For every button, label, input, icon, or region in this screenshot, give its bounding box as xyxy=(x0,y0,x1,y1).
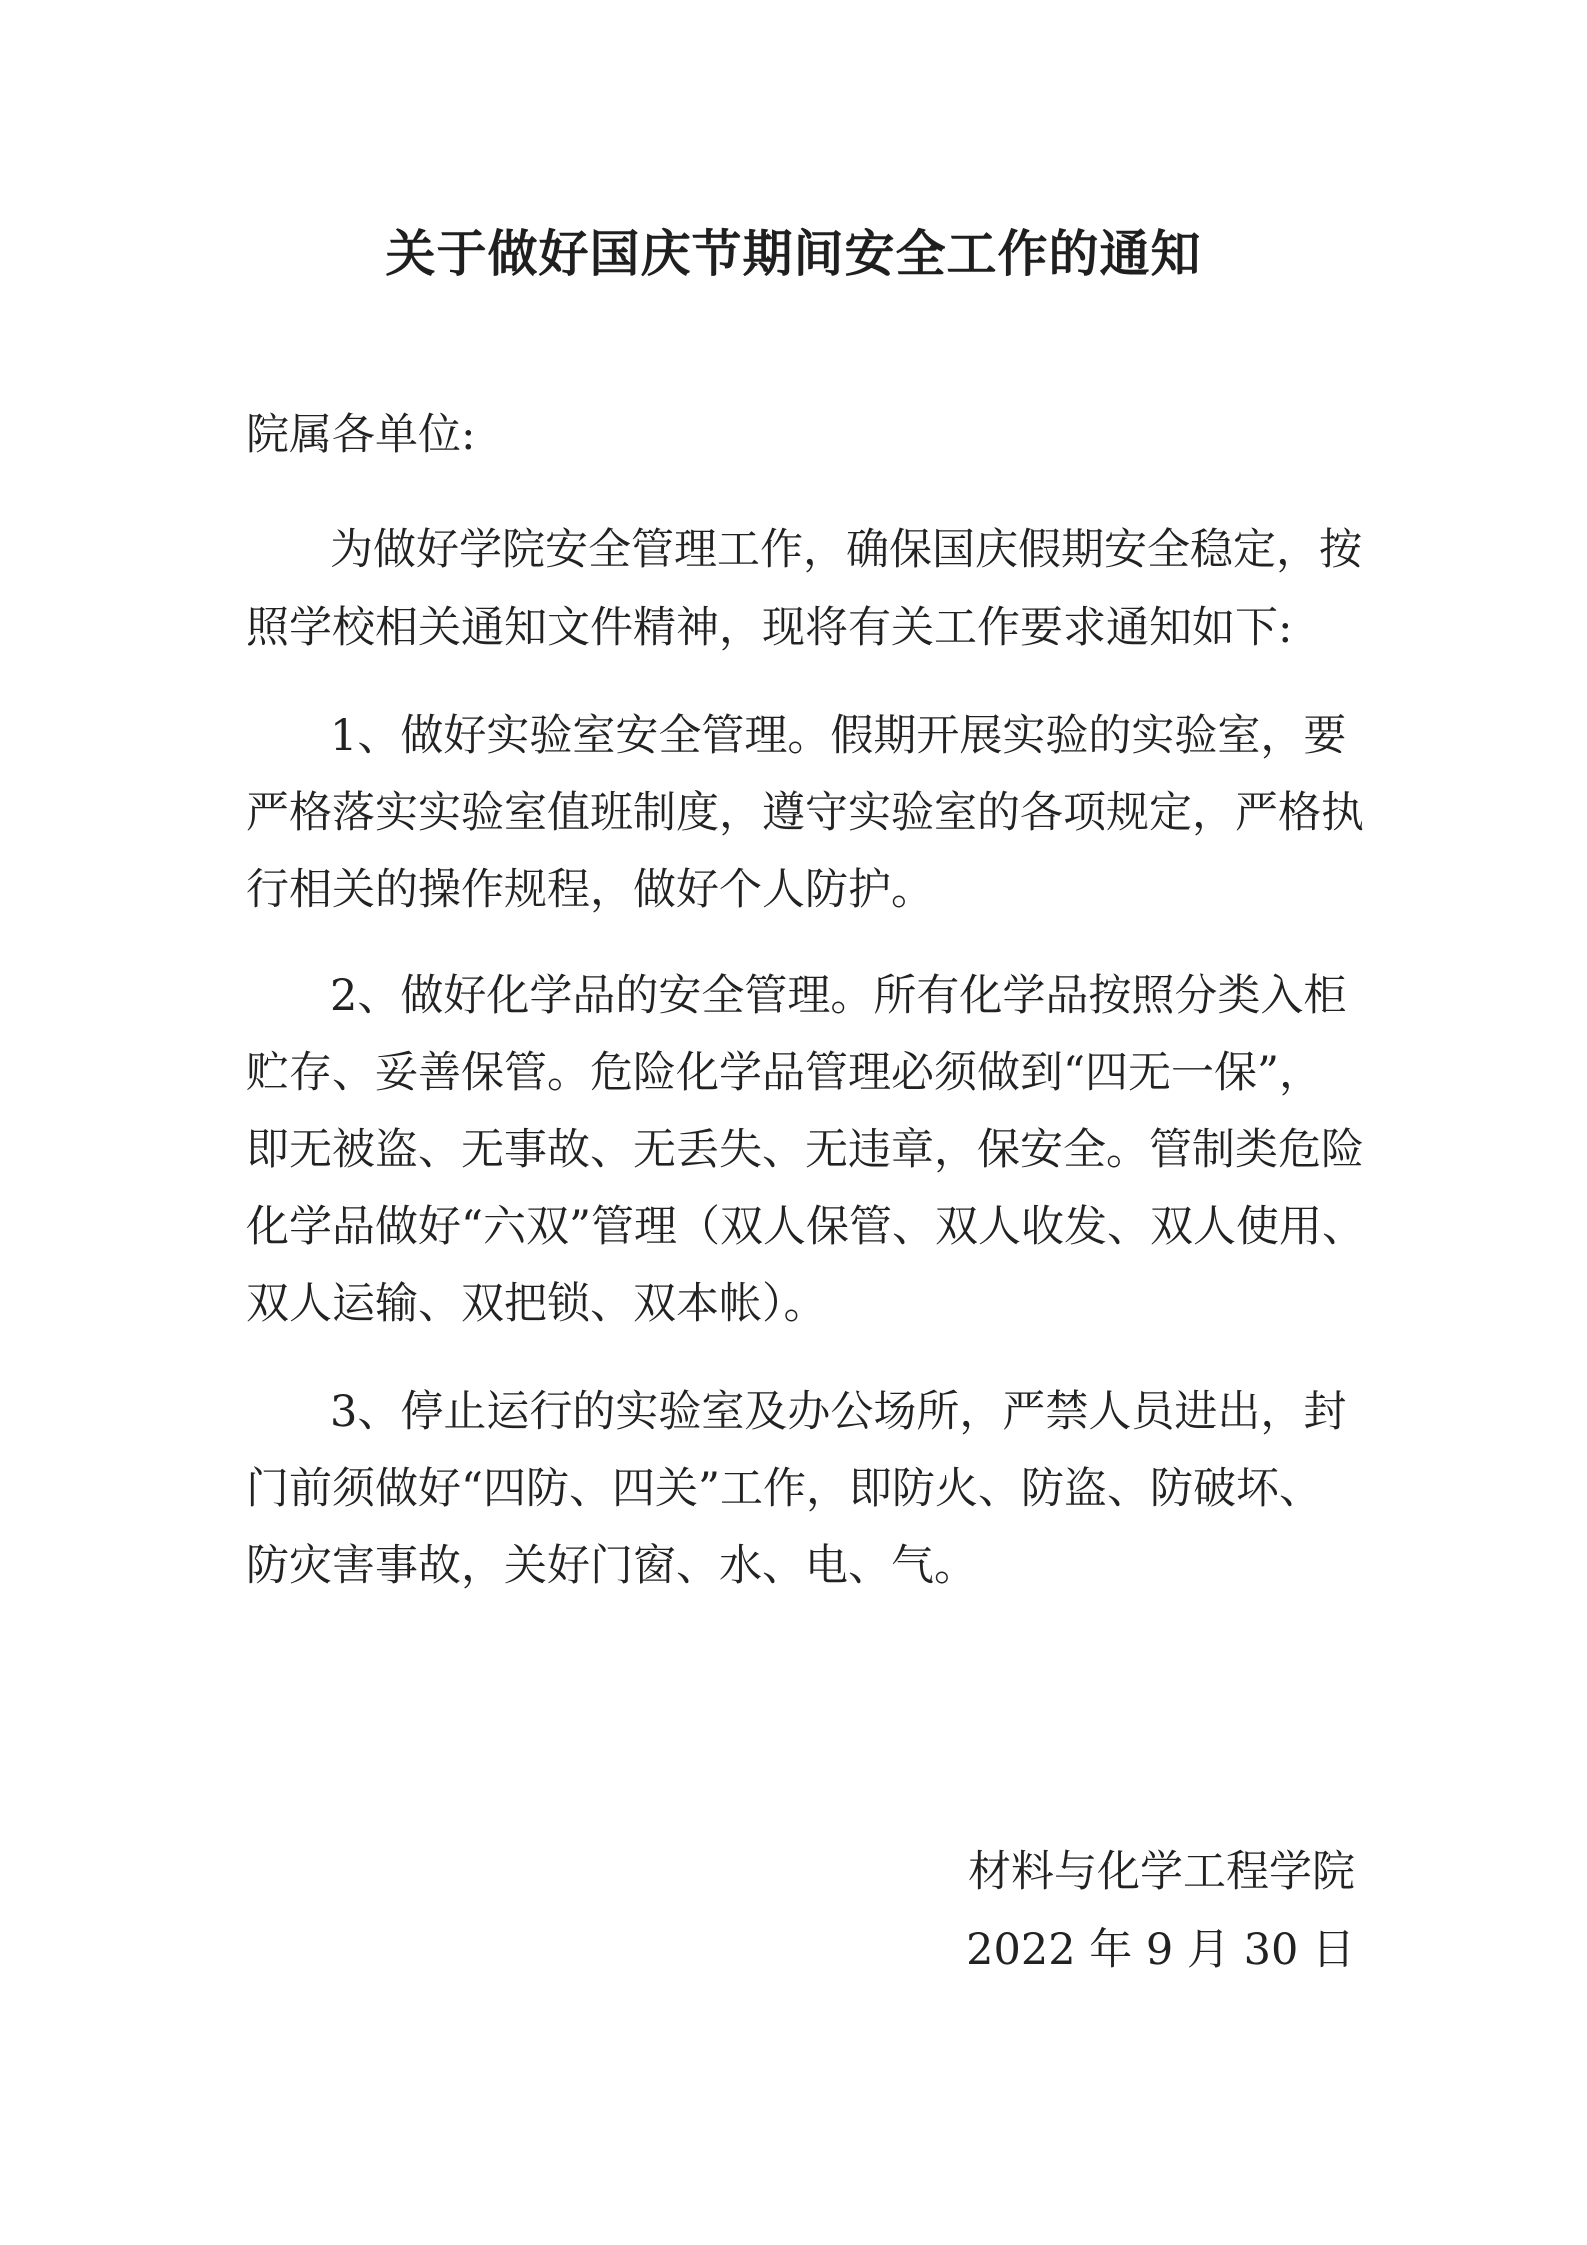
paragraph-line: 即无被盗、无事故、无丢失、无违章，保安全。管制类危险 xyxy=(246,1125,1364,1175)
salutation: 院属各单位: xyxy=(246,410,476,460)
paragraph-line: 贮存、妥善保管。危险化学品管理必须做到“四无一保”， xyxy=(246,1048,1322,1098)
paragraph-line: 1、做好实验室安全管理。假期开展实验的实验室，要 xyxy=(330,711,1347,761)
paragraph-line: 2、做好化学品的安全管理。所有化学品按照分类入柜 xyxy=(330,971,1347,1021)
paragraph-line: 防灾害事故，关好门窗、水、电、气。 xyxy=(246,1541,977,1591)
paragraph-line: 3、停止运行的实验室及办公场所，严禁人员进出，封 xyxy=(330,1387,1347,1437)
paragraph-line: 行相关的操作规程，做好个人防护。 xyxy=(246,865,934,915)
signature-date: 2022 年 9 月 30 日 xyxy=(966,1925,1355,1975)
paragraph-line: 为做好学院安全管理工作，确保国庆假期安全稳定，按 xyxy=(330,525,1362,575)
paragraph-line: 化学品做好“六双”管理（双人保管、双人收发、双人使用、 xyxy=(246,1202,1365,1252)
paragraph-line: 双人运输、双把锁、双本帐）。 xyxy=(246,1279,827,1329)
paragraph-line: 照学校相关通知文件精神，现将有关工作要求通知如下: xyxy=(246,603,1293,653)
paragraph-line: 严格落实实验室值班制度，遵守实验室的各项规定，严格执 xyxy=(246,788,1364,838)
paragraph-line: 门前须做好“四防、四关”工作，即防火、防盗、防破坏、 xyxy=(246,1464,1322,1514)
notice-title: 关于做好国庆节期间安全工作的通知 xyxy=(385,224,1202,283)
signature-organization: 材料与化学工程学院 xyxy=(968,1847,1355,1897)
